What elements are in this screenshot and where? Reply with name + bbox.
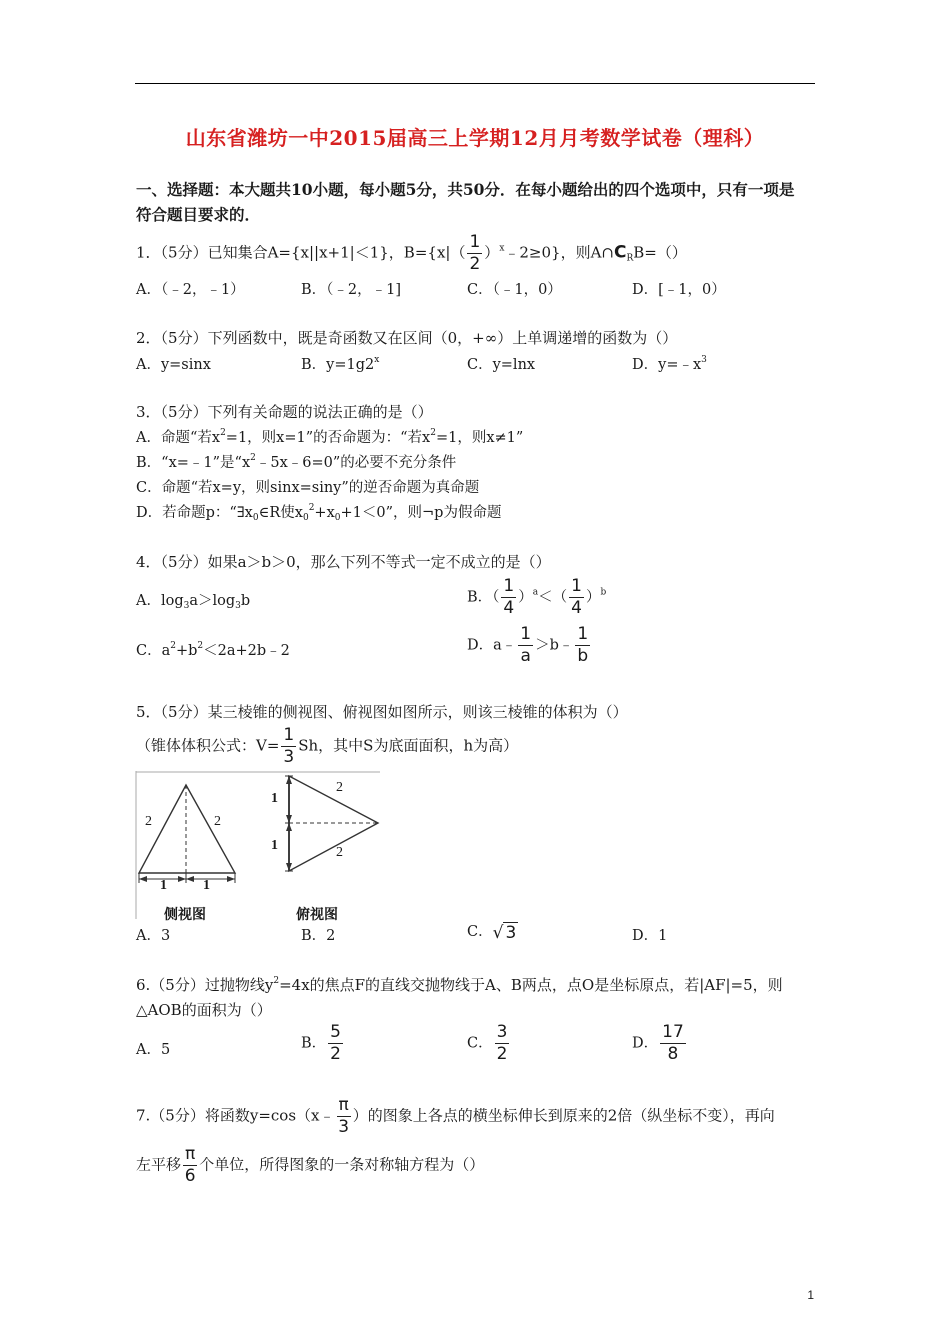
- q4-option-d: D．a﹣ $\frac{1}{a}$ ＞b﹣ $\frac{1}{b}$: [467, 624, 589, 666]
- question-6-stem-line2: △AOB的面积为（）: [136, 1001, 272, 1019]
- q3-option-b: B．“x=﹣1”是“$x^2﹣5x﹣6=0$”的必要不充分条件: [136, 453, 457, 471]
- q3-option-d: D．若命题p：“$\exists x_0\in R$使$x_0^2+x_0+1<0$”，则¬p为假命题: [136, 503, 502, 523]
- q2-option-d: D．$y=﹣x^3$: [632, 355, 707, 373]
- side-view-base-left-label: 1: [160, 878, 167, 893]
- top-view-lower-height-label: 1: [271, 838, 278, 853]
- q1-option-b: B．（﹣2，﹣1]: [301, 282, 402, 298]
- q1-option-d: D．[﹣1，0）: [632, 282, 726, 298]
- q2-option-c: C．y=lnx: [467, 357, 536, 373]
- top-view-caption: 俯视图: [296, 907, 338, 923]
- question-7-stem-line2: 左平移 $\frac{\pi}{6}$ 个单位，所得图象的一条对称轴方程为（）: [136, 1144, 485, 1186]
- q5-option-a: A．3: [136, 928, 171, 944]
- section-heading-line1: 一、选择题：本大题共10小题，每小题5分，共50分．在每小题给出的四个选项中，只有一项是: [136, 180, 795, 199]
- square-root: √ 3: [492, 922, 517, 943]
- q4-option-c: C．$a^2+b^2<2a+2b﹣2$: [136, 641, 290, 659]
- page-number: 1: [807, 1288, 814, 1302]
- q6-option-b: B． $\frac{5}{2}$: [301, 1022, 341, 1064]
- complement-symbol: C: [614, 242, 627, 263]
- q5-option-c: C． √ 3: [467, 922, 517, 943]
- side-view-caption: 侧视图: [164, 907, 206, 923]
- question-7-stem-line1: 7.（5分）将函数y=cos（x﹣ $\frac{\pi}{3}$ ）的图象上各点的横坐标伸长到原来的2倍（纵坐标不变），再向: [136, 1095, 775, 1137]
- question-4-stem: 4．（5分）如果a＞b＞0，那么下列不等式一定不成立的是（）: [136, 553, 551, 571]
- question-6-stem-line1: 6.（5分）过抛物线$y^2=4x$的焦点F的直线交抛物线于A、B两点，点O是坐标原点，若|AF|=5，则: [136, 976, 783, 994]
- question-2-stem: 2．（5分）下列函数中，既是奇函数又在区间（0，+∞）上单调递增的函数为（）: [136, 329, 678, 347]
- header-rule: [135, 83, 815, 84]
- side-view-right-edge-label: 2: [214, 814, 221, 829]
- volume-formula: （锥体体积公式：V= $\frac{1}{3}$ Sh，其中S为底面面积，h为高）: [136, 725, 519, 767]
- top-view-lower-edge-label: 2: [336, 845, 343, 860]
- q1-option-a: A．（﹣2，﹣1）: [136, 282, 245, 298]
- section-heading-line2: 符合题目要求的．: [136, 205, 261, 224]
- top-view-upper-edge-label: 2: [336, 780, 343, 795]
- q4-option-b: B．（ $\frac{1}{4}$ ）$^a$＜（ $\frac{1}{4}$ ）$^b$: [467, 576, 607, 618]
- q1-option-c: C．（﹣1，0）: [467, 282, 562, 298]
- q6-option-a: A．5: [136, 1042, 171, 1058]
- q3-option-a: A．命题“若$x^2=1$，则x=1”的否命题为：“若$x^2=1$，则x≠1”: [136, 428, 524, 446]
- three-view-figure: [135, 771, 385, 923]
- top-view-diagram: [285, 776, 378, 871]
- side-view-left-edge-label: 2: [145, 814, 152, 829]
- q2-option-b: B．$y=1g2^x$: [301, 355, 380, 373]
- question-1-stem: 1．（5分）已知集合A={x||x+1|＜1}，B={x|（ $\frac{1}{2}$ ）$^x$﹣2≥0}，则$A\cap C_RB=()$: [136, 232, 687, 274]
- fraction: $\frac{1}{2}$: [469, 232, 481, 274]
- q5-option-b: B．2: [301, 928, 336, 944]
- page-title: 山东省潍坊一中2015届高三上学期12月月考数学试卷（理科）: [185, 126, 765, 150]
- q2-option-a: A．y=sinx: [136, 357, 211, 373]
- q6-option-d: D． $\frac{17}{8}$: [632, 1022, 684, 1064]
- q4-option-a: A．$\log_3a>\log_3b$: [136, 593, 251, 611]
- side-view-diagram: [139, 785, 235, 883]
- question-3-stem: 3．（5分）下列有关命题的说法正确的是（）: [136, 403, 433, 421]
- q3-option-c: C．命题“若x=y，则sinx=siny”的逆否命题为真命题: [136, 480, 480, 496]
- side-view-base-right-label: 1: [203, 878, 210, 893]
- top-view-upper-height-label: 1: [271, 791, 278, 806]
- q6-option-c: C． $\frac{3}{2}$: [467, 1022, 508, 1064]
- q5-option-d: D．1: [632, 928, 668, 944]
- question-5-stem: 5．（5分）某三棱锥的侧视图、俯视图如图所示，则该三棱锥的体积为（）: [136, 703, 628, 721]
